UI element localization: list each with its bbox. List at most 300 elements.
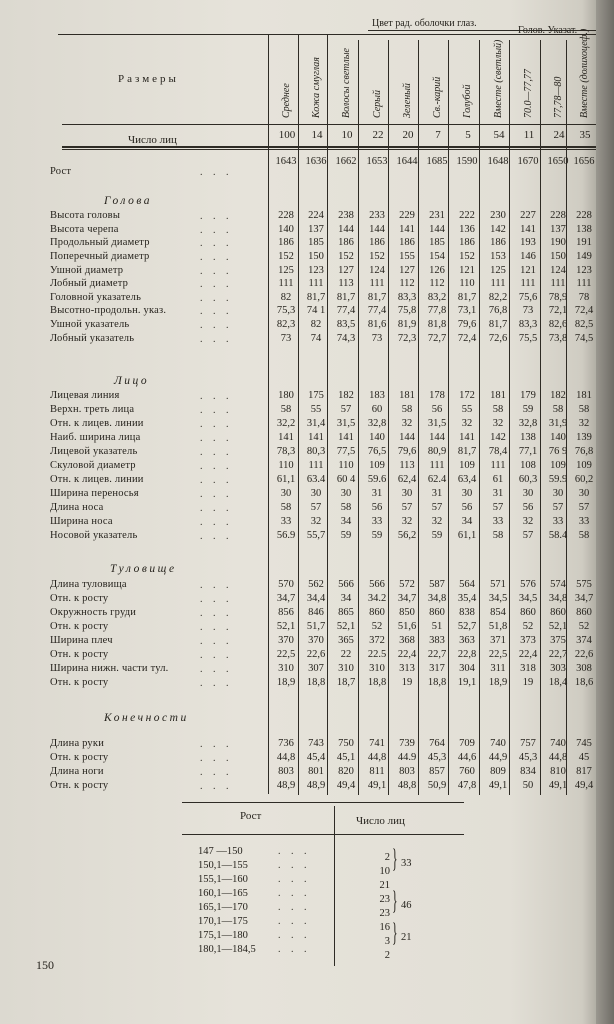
data-cell: 141 [399, 224, 415, 235]
leader-dots: . . . [278, 944, 311, 955]
data-cell: 152 [338, 251, 354, 262]
data-cell: 44,9 [488, 752, 508, 763]
height-range: 180,1—184,5 [198, 944, 256, 955]
data-cell: 76 9 [548, 446, 568, 457]
data-cell: 75,3 [276, 305, 296, 316]
data-cell: 182 [550, 390, 566, 401]
data-cell: 22,7 [427, 649, 447, 660]
data-cell: 81,7 [457, 446, 477, 457]
data-cell: 58 [578, 530, 590, 541]
data-cell: 60 [371, 404, 383, 415]
data-cell: 750 [338, 738, 354, 749]
data-cell: 185 [429, 237, 445, 248]
row-label: Лобный указатель [50, 333, 135, 344]
column-header-text: Серый [372, 90, 383, 118]
data-cell: 137 [550, 224, 566, 235]
row-label: Отн. к росту [50, 780, 109, 791]
data-cell: 48,9 [306, 780, 326, 791]
row-label: Окружность груди [50, 607, 137, 618]
eye-color-group-label: Цвет рад. оболочки глаз. [372, 18, 477, 29]
data-cell: 740 [550, 738, 566, 749]
row-label: Ширина плеч [50, 635, 113, 646]
data-cell: 72,3 [397, 333, 417, 344]
data-cell: 181 [490, 390, 506, 401]
data-cell: 110 [459, 278, 475, 289]
data-cell: 140 [550, 432, 566, 443]
data-cell: 33 [552, 516, 564, 527]
data-cell: 58 [492, 530, 504, 541]
data-cell: 52,1 [276, 621, 296, 632]
data-cell: 77,1 [518, 446, 538, 457]
data-cell: 44,8 [276, 752, 296, 763]
data-cell: 62.4 [427, 474, 447, 485]
data-cell: 74,3 [336, 333, 356, 344]
height-count: 23 [379, 894, 390, 905]
data-cell: 860 [520, 607, 536, 618]
leader-dots: . . . [200, 503, 233, 514]
data-cell: 83,3 [397, 292, 417, 303]
data-cell: 113 [338, 278, 354, 289]
row-label: Лицевой указатель [50, 446, 138, 457]
data-cell: 78,3 [276, 446, 296, 457]
data-cell: 137 [308, 224, 324, 235]
data-cell: 155 [399, 251, 415, 262]
data-cell: 1685 [426, 156, 448, 167]
data-cell: 44,8 [548, 752, 568, 763]
column-header-text: Зеленый [402, 83, 413, 118]
data-cell: 59.9 [548, 474, 568, 485]
data-cell: 52 [522, 621, 534, 632]
column-count: 54 [493, 129, 505, 141]
height-count: 3 [384, 936, 390, 947]
data-cell: 566 [369, 579, 385, 590]
data-cell: 141 [278, 432, 294, 443]
data-cell: 111 [550, 278, 566, 289]
column-count: 14 [311, 129, 323, 141]
data-cell: 736 [278, 738, 294, 749]
section-title: Туловище [110, 563, 177, 575]
data-cell: 121 [520, 265, 536, 276]
data-cell: 1670 [517, 156, 539, 167]
data-cell: 83,2 [427, 292, 447, 303]
data-cell: 370 [278, 635, 294, 646]
data-cell: 31,5 [336, 418, 356, 429]
column-header-text: Волосы светлые [341, 48, 352, 118]
row-label: Длина туловища [50, 579, 127, 590]
data-cell: 308 [576, 663, 592, 674]
data-cell: 58 [552, 404, 564, 415]
data-cell: 34,7 [276, 593, 296, 604]
data-cell: 126 [429, 265, 445, 276]
row-label: Скуловой диаметр [50, 460, 136, 471]
data-cell: 49,4 [336, 780, 356, 791]
data-cell: 1644 [396, 156, 418, 167]
data-cell: 108 [520, 460, 536, 471]
data-cell: 231 [429, 210, 445, 221]
column-header-text: 77,78—80 [553, 76, 564, 118]
leader-dots: . . . [200, 461, 233, 472]
data-cell: 22,8 [457, 649, 477, 660]
data-cell: 141 [459, 432, 475, 443]
data-cell: 109 [369, 460, 385, 471]
data-cell: 57 [578, 502, 590, 513]
data-cell: 19 [401, 677, 413, 688]
data-cell: 52,7 [457, 621, 477, 632]
data-cell: 82 [310, 319, 322, 330]
group-brace: } [392, 886, 398, 915]
data-cell: 52,1 [548, 621, 568, 632]
data-cell: 61,1 [276, 474, 296, 485]
data-cell: 111 [490, 460, 506, 471]
data-cell: 363 [459, 635, 475, 646]
count-label: Число лиц [128, 134, 177, 146]
height-count: 23 [379, 908, 390, 919]
data-cell: 73,8 [548, 333, 568, 344]
row-label: Отн. к лицев. линии [50, 418, 144, 429]
leader-dots: . . . [200, 447, 233, 458]
data-cell: 803 [399, 766, 415, 777]
row-label: Ширина переносья [50, 488, 139, 499]
data-cell: 228 [576, 210, 592, 221]
data-cell: 75,5 [518, 333, 538, 344]
data-cell: 75,8 [397, 305, 417, 316]
leader-dots: . . . [200, 433, 233, 444]
data-cell: 141 [338, 432, 354, 443]
data-cell: 709 [459, 738, 475, 749]
data-cell: 304 [459, 663, 475, 674]
data-cell: 865 [338, 607, 354, 618]
height-table-head-rule [182, 834, 464, 835]
data-cell: 48,8 [397, 780, 417, 791]
data-cell: 139 [576, 432, 592, 443]
data-cell: 22,6 [306, 649, 326, 660]
data-cell: 186 [369, 237, 385, 248]
data-cell: 182 [338, 390, 354, 401]
data-cell: 817 [576, 766, 592, 777]
data-cell: 34,8 [548, 593, 568, 604]
data-cell: 48,9 [276, 780, 296, 791]
data-cell: 310 [338, 663, 354, 674]
data-cell: 72,4 [574, 305, 594, 316]
data-cell: 111 [369, 278, 385, 289]
data-cell: 154 [429, 251, 445, 262]
data-cell: 1636 [305, 156, 327, 167]
data-cell: 566 [338, 579, 354, 590]
data-cell: 44.9 [397, 752, 417, 763]
column-count: 22 [372, 129, 384, 141]
data-cell: 56 [431, 404, 443, 415]
data-cell: 172 [459, 390, 475, 401]
data-cell: 152 [369, 251, 385, 262]
rows-label: Размеры [118, 73, 179, 85]
group-brace: } [392, 918, 398, 947]
data-cell: 35,4 [457, 593, 477, 604]
height-range: 170,1—175 [198, 916, 248, 927]
data-cell: 193 [520, 237, 536, 248]
data-cell: 179 [520, 390, 536, 401]
data-cell: 31 [492, 488, 504, 499]
data-cell: 72,6 [488, 333, 508, 344]
leader-dots: . . . [200, 391, 233, 402]
data-cell: 62,4 [397, 474, 417, 485]
data-cell: 854 [490, 607, 506, 618]
column-count: 5 [465, 129, 471, 141]
data-cell: 22.5 [367, 649, 387, 660]
data-cell: 123 [576, 265, 592, 276]
data-cell: 860 [369, 607, 385, 618]
data-cell: 81,9 [397, 319, 417, 330]
data-cell: 111 [308, 278, 324, 289]
leader-dots: . . . [200, 531, 233, 542]
data-cell: 30 [401, 488, 413, 499]
data-cell: 230 [490, 210, 506, 221]
data-cell: 144 [338, 224, 354, 235]
data-cell: 228 [278, 210, 294, 221]
data-cell: 73 [522, 305, 534, 316]
data-cell: 150 [550, 251, 566, 262]
data-cell: 109 [459, 460, 475, 471]
data-cell: 1590 [456, 156, 478, 167]
data-cell: 56 [371, 502, 383, 513]
book-spine-shadow [596, 0, 614, 1024]
leader-dots: . . . [200, 580, 233, 591]
data-cell: 857 [429, 766, 445, 777]
column-header-text: 70.0—77,77 [523, 69, 534, 118]
data-cell: 123 [308, 265, 324, 276]
data-cell: 56.9 [276, 530, 296, 541]
data-cell: 79,6 [457, 319, 477, 330]
data-cell: 576 [520, 579, 536, 590]
data-cell: 52,1 [336, 621, 356, 632]
data-cell: 73,1 [457, 305, 477, 316]
data-cell: 571 [490, 579, 506, 590]
data-cell: 45 [578, 752, 590, 763]
data-cell: 49,4 [574, 780, 594, 791]
data-cell: 138 [520, 432, 536, 443]
data-cell: 32 [401, 516, 413, 527]
column-count: 7 [435, 129, 441, 141]
data-cell: 58 [578, 404, 590, 415]
data-cell: 743 [308, 738, 324, 749]
data-cell: 32 [522, 516, 534, 527]
leader-dots: . . . [200, 608, 233, 619]
data-cell: 30 [578, 488, 590, 499]
data-cell: 144 [429, 432, 445, 443]
data-cell: 51,7 [306, 621, 326, 632]
data-cell: 372 [369, 635, 385, 646]
data-cell: 58 [492, 404, 504, 415]
data-cell: 34 [340, 516, 352, 527]
leader-dots: . . . [278, 916, 311, 927]
data-cell: 33 [578, 516, 590, 527]
data-cell: 186 [338, 237, 354, 248]
data-cell: 838 [459, 607, 475, 618]
data-cell: 127 [399, 265, 415, 276]
data-cell: 31,9 [548, 418, 568, 429]
data-cell: 33 [371, 516, 383, 527]
data-cell: 124 [550, 265, 566, 276]
data-cell: 82,2 [488, 292, 508, 303]
data-cell: 81,7 [336, 292, 356, 303]
data-cell: 76,5 [367, 446, 387, 457]
data-cell: 58.4 [548, 530, 568, 541]
data-cell: 186 [278, 237, 294, 248]
data-cell: 34,7 [397, 593, 417, 604]
leader-dots: . . . [200, 167, 233, 178]
row-label: Длина ноги [50, 766, 104, 777]
count-column-header: Число лиц [356, 815, 405, 827]
section-title: Лицо [114, 375, 150, 387]
data-cell: 34.2 [367, 593, 387, 604]
data-cell: 757 [520, 738, 536, 749]
leader-dots: . . . [200, 320, 233, 331]
data-cell: 310 [278, 663, 294, 674]
data-cell: 574 [550, 579, 566, 590]
row-label: Ширина носа [50, 516, 113, 527]
data-cell: 113 [399, 460, 415, 471]
row-label: Ушной диаметр [50, 265, 124, 276]
data-cell: 75,6 [518, 292, 538, 303]
data-cell: 44,8 [367, 752, 387, 763]
header-bottom-rule-2 [62, 149, 600, 150]
data-cell: 18,8 [367, 677, 387, 688]
data-cell: 228 [550, 210, 566, 221]
data-cell: 809 [490, 766, 506, 777]
leader-dots: . . . [278, 902, 311, 913]
data-cell: 50,9 [427, 780, 447, 791]
data-cell: 141 [520, 224, 536, 235]
column-count: 35 [579, 129, 591, 141]
data-cell: 111 [308, 460, 324, 471]
data-cell: 56 [461, 502, 473, 513]
data-cell: 562 [308, 579, 324, 590]
data-cell: 741 [369, 738, 385, 749]
leader-dots: . . . [278, 888, 311, 899]
data-cell: 127 [338, 265, 354, 276]
data-cell: 80,9 [427, 446, 447, 457]
leader-dots: . . . [200, 739, 233, 750]
leader-dots: . . . [200, 781, 233, 792]
head-index-group-label: Голов. Указат. [518, 25, 578, 36]
leader-dots: . . . [200, 594, 233, 605]
leader-dots: . . . [200, 252, 233, 263]
data-cell: 307 [308, 663, 324, 674]
data-cell: 18,9 [276, 677, 296, 688]
height-range: 150,1—155 [198, 860, 248, 871]
data-cell: 72,7 [427, 333, 447, 344]
data-cell: 834 [520, 766, 536, 777]
data-cell: 18,9 [488, 677, 508, 688]
data-cell: 22,4 [518, 649, 538, 660]
header-count-rule [62, 124, 600, 125]
leader-dots: . . . [278, 860, 311, 871]
data-cell: 77,4 [367, 305, 387, 316]
data-cell: 860 [429, 607, 445, 618]
leader-dots: . . . [200, 293, 233, 304]
data-cell: 73 [371, 333, 383, 344]
data-cell: 185 [308, 237, 324, 248]
data-cell: 142 [490, 432, 506, 443]
data-cell: 111 [576, 278, 592, 289]
data-cell: 58 [280, 502, 292, 513]
data-cell: 313 [399, 663, 415, 674]
row-label: Длина руки [50, 738, 105, 749]
data-cell: 57 [492, 502, 504, 513]
height-range: 165,1—170 [198, 902, 248, 913]
data-cell: 31,4 [306, 418, 326, 429]
leader-dots: . . . [200, 419, 233, 430]
leader-dots: . . . [200, 636, 233, 647]
data-cell: 811 [369, 766, 385, 777]
data-cell: 22,7 [548, 649, 568, 660]
data-cell: 142 [490, 224, 506, 235]
data-cell: 303 [550, 663, 566, 674]
height-count: 10 [379, 866, 390, 877]
row-label: Рост [50, 166, 72, 177]
data-cell: 51 [431, 621, 443, 632]
row-label: Носовой указатель [50, 530, 138, 541]
data-cell: 149 [576, 251, 592, 262]
row-label: Головной указатель [50, 292, 142, 303]
height-count: 21 [379, 880, 390, 891]
data-cell: 74 1 [306, 305, 326, 316]
height-range: 160,1—165 [198, 888, 248, 899]
data-cell: 22,5 [276, 649, 296, 660]
data-cell: 77,5 [336, 446, 356, 457]
data-cell: 60,2 [574, 474, 594, 485]
data-cell: 19,1 [457, 677, 477, 688]
data-cell: 82,6 [548, 319, 568, 330]
data-cell: 72,1 [548, 305, 568, 316]
row-label: Лобный диаметр [50, 278, 129, 289]
data-cell: 368 [399, 635, 415, 646]
row-label: Поперечный диаметр [50, 251, 150, 262]
data-cell: 575 [576, 579, 592, 590]
data-cell: 45,3 [427, 752, 447, 763]
data-cell: 191 [576, 237, 592, 248]
data-cell: 59 [431, 530, 443, 541]
height-count: 2 [384, 852, 390, 863]
data-cell: 186 [399, 237, 415, 248]
data-cell: 1648 [487, 156, 509, 167]
column-header-text: Кожа смуглая [311, 57, 322, 118]
leader-dots: . . . [200, 279, 233, 290]
data-cell: 112 [399, 278, 415, 289]
column-rule [268, 34, 269, 794]
data-cell: 564 [459, 579, 475, 590]
data-cell: 50 [522, 780, 534, 791]
data-cell: 111 [490, 278, 506, 289]
column-header-text: Св.-карий [432, 76, 443, 118]
leader-dots: . . . [200, 225, 233, 236]
data-cell: 60,3 [518, 474, 538, 485]
data-cell: 49,1 [488, 780, 508, 791]
row-label: Ушной указатель [50, 319, 130, 330]
data-cell: 1656 [573, 156, 595, 167]
data-cell: 310 [369, 663, 385, 674]
page-number: 150 [36, 958, 54, 972]
height-range: 155,1—160 [198, 874, 248, 885]
data-cell: 57 [310, 502, 322, 513]
column-count: 100 [278, 129, 296, 141]
data-cell: 229 [399, 210, 415, 221]
data-cell: 111 [429, 460, 445, 471]
leader-dots: . . . [200, 405, 233, 416]
data-cell: 572 [399, 579, 415, 590]
data-cell: 32 [431, 516, 443, 527]
data-cell: 860 [576, 607, 592, 618]
data-cell: 57 [431, 502, 443, 513]
